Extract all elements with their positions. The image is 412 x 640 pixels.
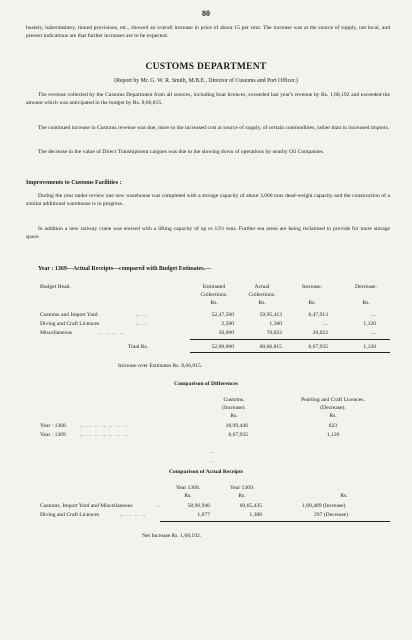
table2-row-label: Year : 1368 bbox=[40, 423, 66, 429]
leader-dots: .. .. bbox=[136, 321, 148, 327]
table1-rule bbox=[190, 352, 390, 353]
table2-rs: Rs. bbox=[230, 413, 238, 419]
table1-cell: 20,022 bbox=[312, 330, 328, 336]
table2-row-label: Year : 1369 bbox=[40, 432, 66, 438]
table1-rs-dec: Rs. bbox=[362, 300, 370, 306]
leader-dots: .. .. .. .. .. .. .. bbox=[80, 432, 128, 438]
table1-row-label: Diving and Craft Licences bbox=[40, 321, 100, 327]
leader-dots: .. .. bbox=[136, 312, 148, 318]
section-heading-customs: CUSTOMS DEPARTMENT bbox=[145, 62, 267, 72]
table3-header-col1: Year 1368. bbox=[175, 485, 201, 491]
table2-cell: 823 bbox=[328, 423, 338, 429]
table1-cell: 59,95,413 bbox=[259, 312, 282, 318]
table3-cell: 1,68,489 (Increase) bbox=[302, 503, 346, 509]
leader-dots: .. .. .. .. .. .. .. bbox=[80, 423, 128, 429]
table3-cell: 1,677 bbox=[197, 512, 210, 518]
table3-title: Comparison of Actual Receipts bbox=[168, 469, 244, 475]
table1-rs-inc: Rs. bbox=[308, 300, 316, 306]
table1-cell: .... bbox=[370, 330, 376, 336]
report-byline: (Report by Mr. G. W. R. Smith, M.B.E., Director of Customs and Port Officer.) bbox=[114, 78, 298, 84]
increase-paragraph: The continued increase in Customs revenue was due, more to the increased cost at source of supply, of certain commodities, rather than to increased imports. bbox=[38, 125, 390, 131]
page-number: 80 bbox=[202, 9, 210, 18]
table1-header-head: Budget Head. bbox=[40, 284, 71, 290]
table3-header-col2: Year 1369. bbox=[229, 485, 255, 491]
leader-dots: .. .. .. .. bbox=[120, 512, 147, 518]
table1-row-label: Miscellaneous bbox=[40, 330, 73, 336]
table1-cell: 1,120 bbox=[363, 321, 376, 327]
table1-cell: 8,47,913 bbox=[308, 312, 328, 318]
leader-dots: .. bbox=[156, 503, 161, 509]
table3-cell: 58,96,946 bbox=[187, 503, 210, 509]
crane-paragraph: In addition a new railway crane was erected with a lifting capacity of up to 12½ tons. Further sea areas are being reclaimed to provide for more storage space. bbox=[26, 226, 390, 240]
leader-dots: .. bbox=[210, 449, 215, 455]
table3-cell: 60,65,435 bbox=[239, 503, 262, 509]
table3-cell: 297 (Decrease) bbox=[314, 512, 349, 518]
table1-rule bbox=[190, 339, 390, 340]
table2-header-col1: Customs. bbox=[223, 397, 245, 403]
table2-cell: 1,120 bbox=[326, 432, 340, 438]
table3-net: Net Increase Rs. 1,68,192. bbox=[142, 533, 202, 539]
table1-header-inc: Increase. bbox=[301, 284, 323, 290]
table1-cell: 70,022 bbox=[266, 330, 282, 336]
revenue-paragraph: The revenue collected by the Customs Department from all sources, including boat licences, exceeded last year's revenue by Rs. 1,68,192 and exceeded the amount which was anticipated in the budget by Rs. 8,66,815. bbox=[26, 92, 390, 106]
table3-rs: Rs. bbox=[238, 493, 246, 499]
table2-rs: Rs. bbox=[329, 413, 337, 419]
leader-dots: .. .. .. .. bbox=[98, 330, 125, 336]
table1-cell: 1,380 bbox=[269, 321, 282, 327]
table1-rs-est: Rs. bbox=[210, 300, 218, 306]
table1-total-cell: 60,66,815 bbox=[259, 344, 282, 350]
table1-row-label: Customs and Import Yard bbox=[40, 312, 98, 318]
table1-cell: 2,500 bbox=[221, 321, 234, 327]
table1-title: Year : 1369—Actual Receipts—compared with Budget Estimates.— bbox=[38, 266, 212, 272]
table2-header-col2: Pearling and Craft Licences. bbox=[301, 397, 365, 403]
table1-total-cell: 1,120 bbox=[363, 344, 376, 350]
transhipment-paragraph: The decrease in the value of Direct Transhipment cargoes was due to the slowing down of operations by nearby Oil Companies. bbox=[38, 149, 325, 155]
table3-cell: 1,388 bbox=[249, 512, 262, 518]
table2-cell: 18,99,446 bbox=[225, 423, 248, 429]
table1-total-cell: 52,00,000 bbox=[211, 344, 234, 350]
table1-total-cell: 8,67,935 bbox=[308, 344, 328, 350]
leader-dots: .. bbox=[210, 458, 215, 464]
table3-row-label: Diving and Craft Licences bbox=[40, 512, 100, 518]
table3-rule bbox=[160, 521, 390, 522]
improvements-heading: Improvements to Customs Facilities : bbox=[26, 180, 122, 186]
table1-cell: .... bbox=[322, 321, 328, 327]
table3-rs: Rs. bbox=[340, 493, 348, 499]
warehouse-paragraph: During the year under review one new warehouse was completed with a storage capacity of about 3,000 tons dead-weight capacity and the construction of a similar additional warehouse is in progress. bbox=[26, 193, 390, 207]
table1-note: Increase over Estimates Rs. 8,66,815. bbox=[118, 363, 203, 369]
table3-rs: Rs. bbox=[184, 493, 192, 499]
table1-total-label: Total Rs. bbox=[128, 344, 149, 350]
table1-cell: 52,47,500 bbox=[211, 312, 234, 318]
table1-cell: .... bbox=[370, 312, 376, 318]
table3-row-label: Customs, Import Yard and Miscellaneous bbox=[40, 503, 133, 509]
table1-header-dec: Decrease. bbox=[355, 284, 377, 290]
table1-rs-act: Rs. bbox=[258, 300, 266, 306]
table1-header-act1: Actual bbox=[254, 284, 270, 290]
table1-header-est1: Estimated bbox=[202, 284, 226, 290]
table2-cell: 8,67,935 bbox=[228, 432, 248, 438]
table2-title: Comparison of Differences bbox=[174, 381, 238, 387]
table2-header-col1b: (Increase). bbox=[222, 405, 246, 411]
table1-header-est2: Collections. bbox=[200, 292, 228, 298]
table2-header-col2b: (Decrease). bbox=[320, 405, 346, 411]
table1-header-act2: Collections. bbox=[248, 292, 276, 298]
table1-cell: 50,000 bbox=[218, 330, 234, 336]
intro-paragraph: hosiery, haberdashery, tinned provisions, etc., showed an overall increase in price of about 15 per cent. The increase was at the source of supply, not local, and present indications are that further increases are to be expected. bbox=[26, 25, 390, 39]
